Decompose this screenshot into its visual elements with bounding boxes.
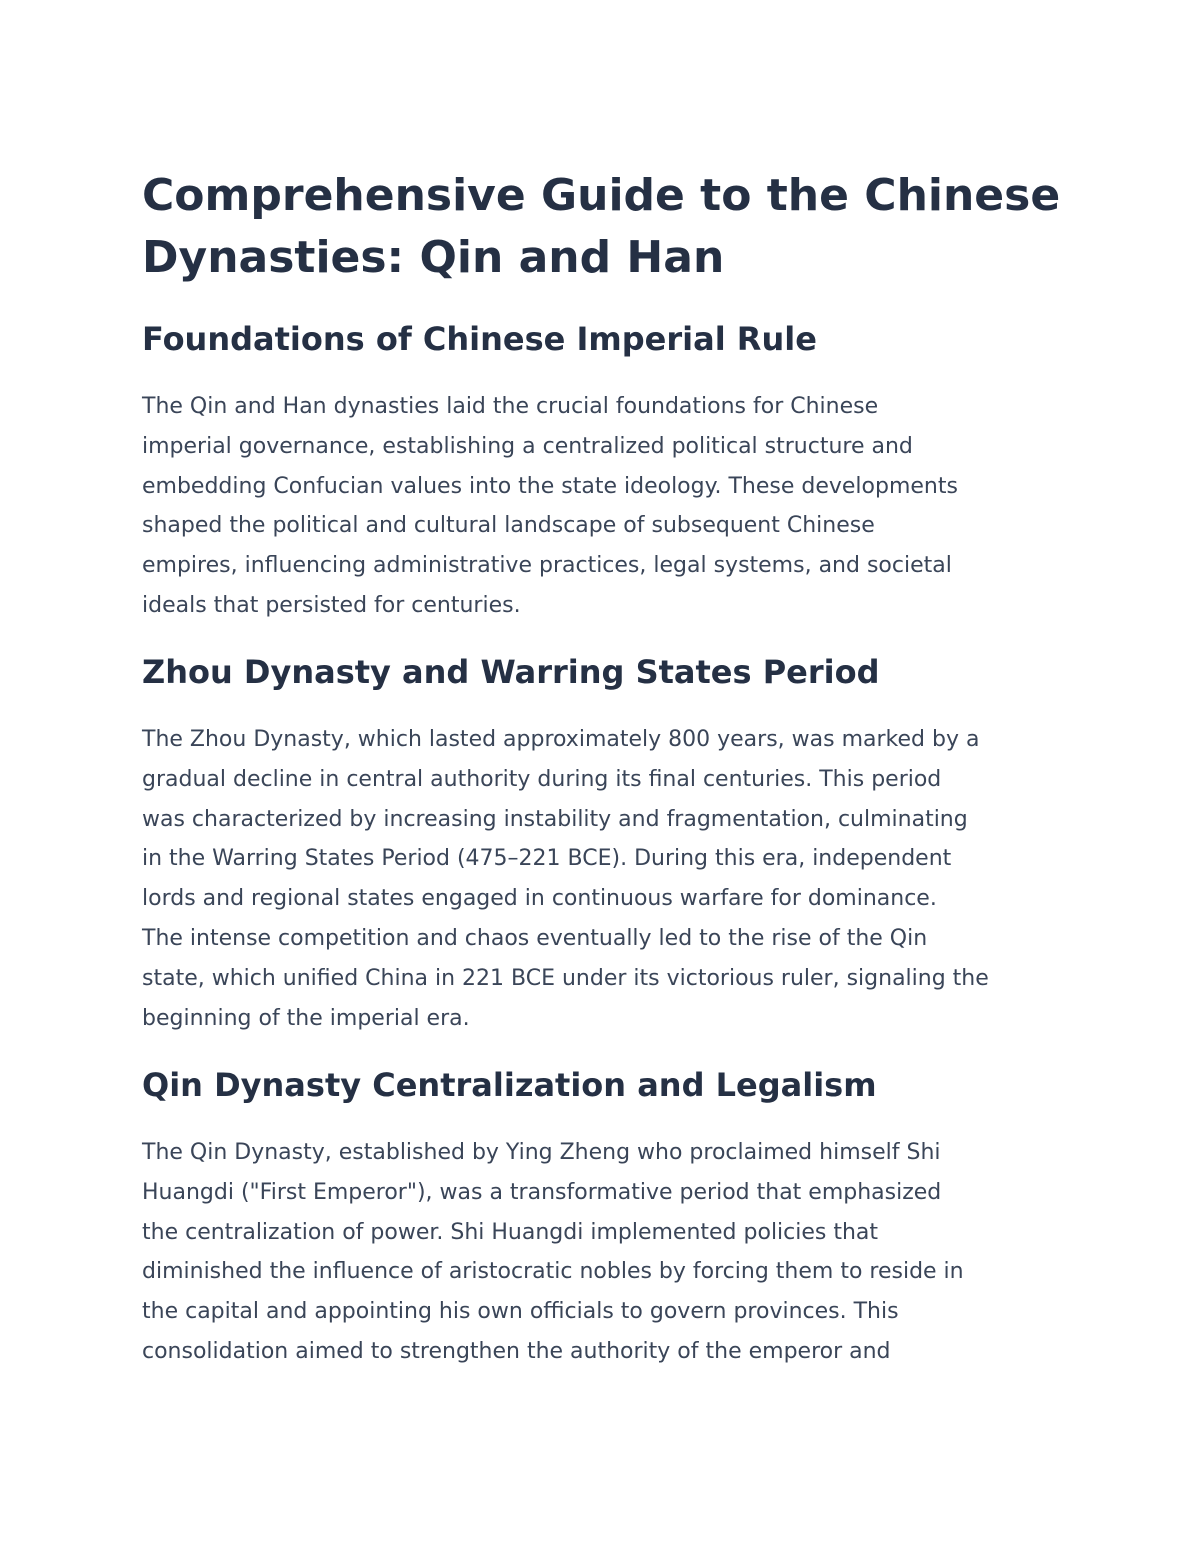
document-page xyxy=(142,0,1067,1553)
paragraph-line: lords and regional states engaged in continuous warfare for dominance. xyxy=(142,886,937,912)
section-paragraph-zhou xyxy=(142,720,1067,1038)
section-heading-foundations: Foundations of Chinese Imperial Rule xyxy=(142,320,817,358)
paragraph-line: was characterized by increasing instability and fragmentation, culminating xyxy=(142,806,968,832)
paragraph-line: beginning of the imperial era. xyxy=(142,1005,470,1031)
document-title xyxy=(142,165,1067,289)
paragraph-line: ideals that persisted for centuries. xyxy=(142,592,521,618)
paragraph-line: in the Warring States Period (475–221 BCE). During this era, independent xyxy=(142,846,952,872)
paragraph-line: The Qin Dynasty, established by Ying Zheng who proclaimed himself Shi xyxy=(142,1140,941,1165)
paragraph-line: diminished the influence of aristocratic nobles by forcing them to reside in xyxy=(142,1259,964,1285)
title-line: Comprehensive Guide to the Chinese xyxy=(142,170,1061,221)
section-heading-qin: Qin Dynasty Centralization and Legalism xyxy=(142,1066,877,1104)
section-heading-zhou: Zhou Dynasty and Warring States Period xyxy=(142,653,880,691)
paragraph-line: empires, influencing administrative practices, legal systems, and societal xyxy=(142,553,952,579)
paragraph-line: The Qin and Han dynasties laid the crucial foundations for Chinese xyxy=(142,394,879,419)
paragraph-line: shaped the political and cultural landscape of subsequent Chinese xyxy=(142,513,875,539)
paragraph-line: The Zhou Dynasty, which lasted approximately 800 years, was marked by a xyxy=(142,727,980,752)
paragraph-line: gradual decline in central authority during its final centuries. This period xyxy=(142,766,942,792)
paragraph-line: the capital and appointing his own officials to govern provinces. This xyxy=(142,1299,899,1325)
paragraph-line: The intense competition and chaos eventually led to the rise of the Qin xyxy=(142,925,928,951)
section-paragraph-foundations xyxy=(142,387,1067,626)
paragraph-line: the centralization of power. Shi Huangdi implemented policies that xyxy=(142,1219,879,1245)
paragraph-line: Huangdi ("First Emperor"), was a transformative period that emphasized xyxy=(142,1179,942,1205)
title-line: Dynasties: Qin and Han xyxy=(142,232,725,283)
paragraph-line: consolidation aimed to strengthen the authority of the emperor and xyxy=(142,1338,891,1364)
paragraph-line: embedding Confucian values into the state ideology. These developments xyxy=(142,473,958,499)
section-paragraph-qin xyxy=(142,1133,1067,1372)
paragraph-line: imperial governance, establishing a centralized political structure and xyxy=(142,433,913,459)
paragraph-line: state, which unified China in 221 BCE under its victorious ruler, signaling the xyxy=(142,965,989,991)
